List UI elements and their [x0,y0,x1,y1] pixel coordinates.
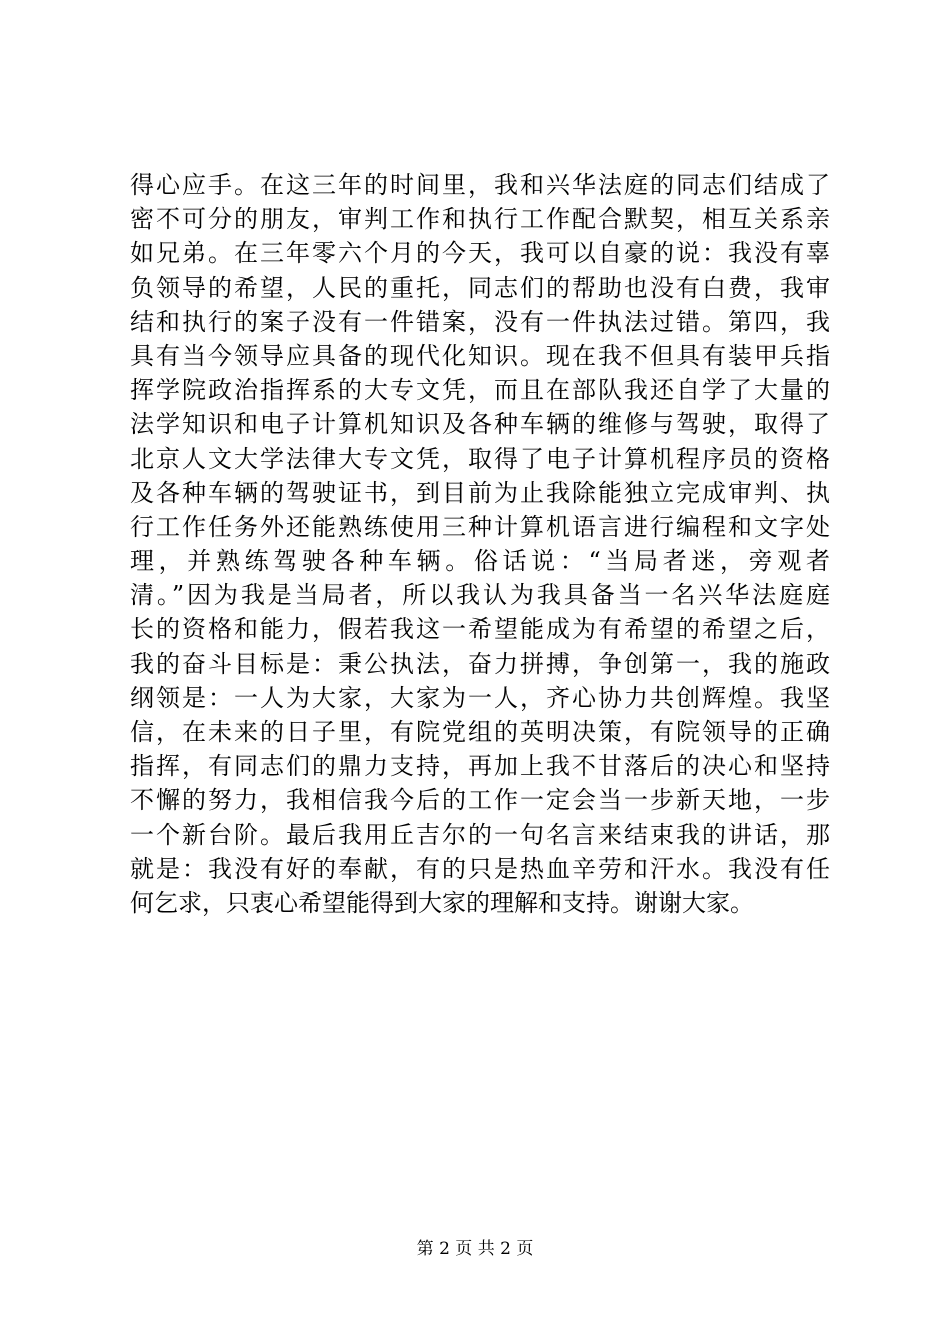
text-line: 不懈的努力，我相信我今后的工作一定会当一步新天地，一步 [130,786,830,815]
page-number-footer: 第 2 页 共 2 页 [416,1239,534,1259]
text-line: 行工作任务外还能熟练使用三种计算机语言进行编程和文字处 [130,512,830,541]
text-line: 如兄弟。在三年零六个月的今天，我可以自豪的说：我没有辜 [130,239,830,268]
text-line: 北京人文大学法律大专文凭，取得了电子计算机程序员的资格 [130,444,830,473]
text-line: 指挥，有同志们的鼎力支持，再加上我不甘落后的决心和坚持 [130,752,830,781]
text-line: 密不可分的朋友，审判工作和执行工作配合默契，相互关系亲 [130,205,830,234]
text-line: 挥学院政治指挥系的大专文凭，而且在部队我还自学了大量的 [130,376,830,405]
text-line: 理，并熟练驾驶各种车辆。俗话说：“当局者迷，旁观者 [130,547,830,576]
text-line: 结和执行的案子没有一件错案，没有一件执法过错。第四，我 [130,307,830,336]
text-line: 及各种车辆的驾驶证书，到目前为止我除能独立完成审判、执 [130,478,830,507]
text-line: 具有当今领导应具备的现代化知识。现在我不但具有装甲兵指 [130,341,830,370]
text-line: 长的资格和能力，假若我这一希望能成为有希望的希望之后， [130,615,830,644]
text-line: 法学知识和电子计算机知识及各种车辆的维修与驾驶，取得了 [130,410,830,439]
text-line: 何乞求，只衷心希望能得到大家的理解和支持。谢谢大家。 [130,888,754,917]
text-line: 信，在未来的日子里，有院党组的英明决策，有院领导的正确 [130,718,830,746]
text-line: 负领导的希望，人民的重托，同志们的帮助也没有白费，我审 [130,273,830,302]
body-paragraph [130,168,830,920]
text-line: 得心应手。在这三年的时间里，我和兴华法庭的同志们结成了 [130,171,830,199]
text-line: 清。”因为我是当局者，所以我认为我具备当一名兴华法庭庭 [130,581,830,610]
text-line: 就是：我没有好的奉献，有的只是热血辛劳和汗水。我没有任 [130,854,830,883]
text-line: 一个新台阶。最后我用丘吉尔的一句名言来结束我的讲话，那 [130,820,830,849]
text-line: 纲领是：一人为大家，大家为一人，齐心协力共创辉煌。我坚 [130,683,830,712]
text-line: 我的奋斗目标是：秉公执法，奋力拼搏，争创第一，我的施政 [130,649,830,678]
